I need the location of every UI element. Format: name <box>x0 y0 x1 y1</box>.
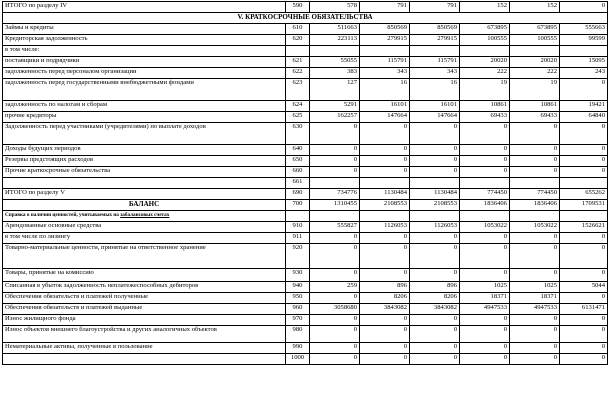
table-row <box>3 233 608 244</box>
cell-value <box>510 46 560 57</box>
cell-value: 4947533 <box>460 304 510 315</box>
row-label: Износ объектов внешнего благоустройства и других аналогичных объектов <box>3 326 286 343</box>
note-text-underlined: забалансовых счетах <box>120 212 170 218</box>
cell-value: 0 <box>360 145 410 156</box>
cell-value: 0 <box>510 123 560 145</box>
cell-value: 1126053 <box>360 222 410 233</box>
cell-value: 1053022 <box>460 222 510 233</box>
cell-value: 0 <box>310 145 360 156</box>
cell-value: 1310455 <box>310 200 360 211</box>
cell-value: 1130484 <box>410 189 460 200</box>
cell-value <box>460 211 510 222</box>
cell-value: 0 <box>360 167 410 178</box>
table-row <box>3 315 608 326</box>
row-label: Нематериальные активы, полученные в пользование <box>3 343 286 354</box>
cell-value <box>310 211 360 222</box>
cell-value: 0 <box>560 156 608 167</box>
cell-value: 383 <box>310 68 360 79</box>
cell-value: 0 <box>560 123 608 145</box>
row-code: 640 <box>286 145 310 156</box>
row-code: 590 <box>286 2 310 13</box>
cell-value: 1053022 <box>510 222 560 233</box>
cell-value: 0 <box>310 156 360 167</box>
cell-value: 0 <box>310 233 360 244</box>
table-row <box>3 123 608 145</box>
row-label: Износ жилищного фонда <box>3 315 286 326</box>
row-label: задолженность перед государственными внебюджетными фондами <box>3 79 286 101</box>
cell-value: 0 <box>510 343 560 354</box>
cell-value: 55055 <box>310 57 360 68</box>
cell-value: 222 <box>510 68 560 79</box>
cell-value: 0 <box>510 145 560 156</box>
cell-value: 16 <box>360 79 410 101</box>
cell-value: 18371 <box>460 293 510 304</box>
cell-value: 0 <box>560 354 608 365</box>
cell-value: 0 <box>510 244 560 269</box>
row-code: 950 <box>286 293 310 304</box>
cell-value: 774450 <box>510 189 560 200</box>
cell-value <box>460 46 510 57</box>
cell-value: 223113 <box>310 35 360 46</box>
cell-value: 0 <box>560 167 608 178</box>
table-row <box>3 178 608 189</box>
cell-value: 1836406 <box>460 200 510 211</box>
row-label: Арендованные основные средства <box>3 222 286 233</box>
cell-value: 10861 <box>460 101 510 112</box>
cell-value: 127 <box>310 79 360 101</box>
cell-value: 0 <box>360 326 410 343</box>
row-label: Доходы будущих периодов <box>3 145 286 156</box>
row-label: БАЛАНС <box>3 200 286 211</box>
cell-value: 343 <box>360 68 410 79</box>
cell-value: 343 <box>410 68 460 79</box>
cell-value: 8206 <box>410 293 460 304</box>
cell-value: 0 <box>510 315 560 326</box>
cell-value: 0 <box>410 123 460 145</box>
cell-value: 64840 <box>560 112 608 123</box>
cell-value: 0 <box>310 269 360 282</box>
cell-value: 0 <box>410 326 460 343</box>
table-row <box>3 2 608 13</box>
cell-value: 0 <box>460 145 510 156</box>
row-label: в том числе по лизингу <box>3 233 286 244</box>
cell-value: 850569 <box>360 24 410 35</box>
row-code: 940 <box>286 282 310 293</box>
cell-value: 279915 <box>410 35 460 46</box>
cell-value: 850569 <box>410 24 460 35</box>
cell-value: 0 <box>410 233 460 244</box>
row-label: ИТОГО по разделу IV <box>3 2 286 13</box>
cell-value: 0 <box>310 293 360 304</box>
row-code: 920 <box>286 244 310 269</box>
cell-value: 0 <box>510 156 560 167</box>
cell-value: 0 <box>410 145 460 156</box>
row-label <box>3 178 286 189</box>
cell-value: 555827 <box>310 222 360 233</box>
row-code: 623 <box>286 79 310 101</box>
row-label: ИТОГО по разделу V <box>3 189 286 200</box>
cell-value: 0 <box>310 326 360 343</box>
cell-value: 0 <box>460 326 510 343</box>
row-code: 622 <box>286 68 310 79</box>
cell-value: 0 <box>460 354 510 365</box>
cell-value <box>360 46 410 57</box>
cell-value: 0 <box>510 233 560 244</box>
cell-value: 0 <box>460 244 510 269</box>
cell-value: 0 <box>560 145 608 156</box>
row-code <box>286 46 310 57</box>
cell-value <box>510 211 560 222</box>
cell-value: 0 <box>310 123 360 145</box>
row-code: 1000 <box>286 354 310 365</box>
row-code: 621 <box>286 57 310 68</box>
cell-value: 0 <box>510 354 560 365</box>
cell-value: 0 <box>560 244 608 269</box>
cell-value: 19 <box>460 79 510 101</box>
cell-value: 774450 <box>460 189 510 200</box>
row-code: 620 <box>286 35 310 46</box>
cell-value: 0 <box>310 244 360 269</box>
cell-value: 10861 <box>510 101 560 112</box>
table-row <box>3 145 608 156</box>
cell-value: 16101 <box>360 101 410 112</box>
cell-value: 3058680 <box>310 304 360 315</box>
cell-value: 1025 <box>510 282 560 293</box>
cell-value: 3843082 <box>360 304 410 315</box>
cell-value: 0 <box>410 244 460 269</box>
row-code: 990 <box>286 343 310 354</box>
row-label: задолженность перед персоналом организации <box>3 68 286 79</box>
row-label: Обеспечения обязательств и платежей полученные <box>3 293 286 304</box>
cell-value: 20020 <box>460 57 510 68</box>
cell-value: 0 <box>510 326 560 343</box>
table-row <box>3 269 608 282</box>
cell-value <box>310 46 360 57</box>
row-code <box>286 211 310 222</box>
cell-value: 2108553 <box>360 200 410 211</box>
row-label <box>3 211 286 222</box>
table-row <box>3 244 608 269</box>
row-code: 700 <box>286 200 310 211</box>
cell-value: 3843082 <box>410 304 460 315</box>
cell-value <box>360 178 410 189</box>
row-code: 911 <box>286 233 310 244</box>
cell-value: 5044 <box>560 282 608 293</box>
row-code: 661 <box>286 178 310 189</box>
cell-value: 0 <box>360 123 410 145</box>
row-code: 624 <box>286 101 310 112</box>
table-row <box>3 156 608 167</box>
row-code: 970 <box>286 315 310 326</box>
cell-value: 20020 <box>510 57 560 68</box>
row-code: 650 <box>286 156 310 167</box>
cell-value: 0 <box>560 79 608 101</box>
cell-value: 0 <box>560 343 608 354</box>
row-label: Списанная в убыток задолженность неплатежеспособных дебиторов <box>3 282 286 293</box>
row-code: 930 <box>286 269 310 282</box>
table-row <box>3 282 608 293</box>
note-text: Справка о наличии ценностей, учитываемых на <box>5 212 121 218</box>
row-label: Товарно-материальные ценности, принятые на ответственное хранение <box>3 244 286 269</box>
row-code: 690 <box>286 189 310 200</box>
cell-value: 2108553 <box>410 200 460 211</box>
cell-value: 279915 <box>360 35 410 46</box>
cell-value: 896 <box>360 282 410 293</box>
cell-value: 0 <box>410 315 460 326</box>
cell-value: 0 <box>560 326 608 343</box>
row-code: 630 <box>286 123 310 145</box>
table-row <box>3 354 608 365</box>
cell-value: 243 <box>560 68 608 79</box>
cell-value: 5291 <box>310 101 360 112</box>
cell-value: 147664 <box>410 112 460 123</box>
cell-value: 0 <box>410 269 460 282</box>
cell-value: 115791 <box>360 57 410 68</box>
cell-value: 0 <box>310 315 360 326</box>
row-label: в том числе: <box>3 46 286 57</box>
cell-value: 655262 <box>560 189 608 200</box>
cell-value: 0 <box>360 343 410 354</box>
row-label: задолженность по налогам и сборам <box>3 101 286 112</box>
table-row <box>3 304 608 315</box>
cell-value: 1836406 <box>510 200 560 211</box>
cell-value: 259 <box>310 282 360 293</box>
row-code: 610 <box>286 24 310 35</box>
cell-value: 152 <box>460 2 510 13</box>
cell-value: 16101 <box>410 101 460 112</box>
cell-value: 0 <box>460 343 510 354</box>
row-label: Займы и кредиты <box>3 24 286 35</box>
table-row <box>3 222 608 233</box>
cell-value: 0 <box>360 156 410 167</box>
cell-value: 18371 <box>510 293 560 304</box>
row-code: 960 <box>286 304 310 315</box>
row-label: прочие кредиторы <box>3 112 286 123</box>
row-label <box>3 354 286 365</box>
cell-value: 19 <box>510 79 560 101</box>
section-title: V. КРАТКОСРОЧНЫЕ ОБЯЗАТЕЛЬСТВА <box>3 13 608 24</box>
cell-value: 69433 <box>460 112 510 123</box>
cell-value: 0 <box>410 354 460 365</box>
cell-value <box>410 46 460 57</box>
table-row <box>3 46 608 57</box>
row-code: 910 <box>286 222 310 233</box>
cell-value: 100555 <box>460 35 510 46</box>
row-label: Кредиторская задолженность <box>3 35 286 46</box>
cell-value: 0 <box>410 156 460 167</box>
cell-value: 791 <box>410 2 460 13</box>
cell-value: 1526621 <box>560 222 608 233</box>
cell-value: 673895 <box>460 24 510 35</box>
cell-value: 152 <box>510 2 560 13</box>
cell-value: 0 <box>510 167 560 178</box>
cell-value <box>560 46 608 57</box>
table-row <box>3 200 608 211</box>
cell-value <box>510 178 560 189</box>
cell-value: 115791 <box>410 57 460 68</box>
row-label: Товары, принятые на комиссию <box>3 269 286 282</box>
cell-value: 1025 <box>460 282 510 293</box>
table-row <box>3 293 608 304</box>
cell-value: 555663 <box>560 24 608 35</box>
cell-value: 0 <box>560 2 608 13</box>
cell-value: 0 <box>560 269 608 282</box>
cell-value: 1130484 <box>360 189 410 200</box>
cell-value: 162257 <box>310 112 360 123</box>
table-row <box>3 189 608 200</box>
cell-value <box>310 178 360 189</box>
row-code: 625 <box>286 112 310 123</box>
table-row <box>3 326 608 343</box>
row-label: Обеспечения обязательств и платежей выданные <box>3 304 286 315</box>
cell-value: 578 <box>310 2 360 13</box>
table-row <box>3 35 608 46</box>
cell-value <box>410 211 460 222</box>
cell-value: 0 <box>460 269 510 282</box>
cell-value <box>460 178 510 189</box>
cell-value: 0 <box>460 233 510 244</box>
cell-value <box>560 211 608 222</box>
cell-value: 0 <box>310 167 360 178</box>
balance-sheet-table <box>2 1 608 365</box>
table-row <box>3 101 608 112</box>
row-label: Задолженность перед участниками (учредителями) по выплате доходов <box>3 123 286 145</box>
cell-value: 791 <box>360 2 410 13</box>
row-code: 980 <box>286 326 310 343</box>
row-code: 660 <box>286 167 310 178</box>
table-row <box>3 211 608 222</box>
cell-value: 69433 <box>510 112 560 123</box>
cell-value <box>410 178 460 189</box>
cell-value: 896 <box>410 282 460 293</box>
cell-value: 0 <box>560 315 608 326</box>
cell-value: 147664 <box>360 112 410 123</box>
table-row <box>3 24 608 35</box>
cell-value: 0 <box>310 354 360 365</box>
cell-value: 0 <box>410 343 460 354</box>
cell-value: 6131471 <box>560 304 608 315</box>
cell-value: 0 <box>360 244 410 269</box>
cell-value: 511663 <box>310 24 360 35</box>
row-label: Прочие краткосрочные обязательства <box>3 167 286 178</box>
cell-value: 0 <box>360 315 410 326</box>
table-row <box>3 57 608 68</box>
cell-value: 4947533 <box>510 304 560 315</box>
cell-value: 0 <box>460 315 510 326</box>
table-row <box>3 112 608 123</box>
cell-value: 100555 <box>510 35 560 46</box>
cell-value: 0 <box>560 293 608 304</box>
cell-value: 1709531 <box>560 200 608 211</box>
cell-value: 19421 <box>560 101 608 112</box>
cell-value: 0 <box>360 269 410 282</box>
table-row <box>3 79 608 101</box>
cell-value <box>360 211 410 222</box>
cell-value: 0 <box>460 167 510 178</box>
row-label: поставщики и подрядчики <box>3 57 286 68</box>
cell-value: 0 <box>460 123 510 145</box>
row-label: Резервы предстоящих расходов <box>3 156 286 167</box>
cell-value: 1126053 <box>410 222 460 233</box>
cell-value: 0 <box>360 354 410 365</box>
cell-value: 0 <box>510 269 560 282</box>
cell-value: 8206 <box>360 293 410 304</box>
cell-value: 222 <box>460 68 510 79</box>
cell-value: 0 <box>410 167 460 178</box>
cell-value: 99599 <box>560 35 608 46</box>
table-row <box>3 68 608 79</box>
cell-value: 0 <box>460 156 510 167</box>
table-row <box>3 167 608 178</box>
cell-value: 734776 <box>310 189 360 200</box>
cell-value: 0 <box>310 343 360 354</box>
cell-value: 673895 <box>510 24 560 35</box>
cell-value: 15095 <box>560 57 608 68</box>
table-row <box>3 343 608 354</box>
table-row <box>3 13 608 24</box>
cell-value: 16 <box>410 79 460 101</box>
cell-value: 0 <box>560 233 608 244</box>
cell-value <box>560 178 608 189</box>
cell-value: 0 <box>360 233 410 244</box>
